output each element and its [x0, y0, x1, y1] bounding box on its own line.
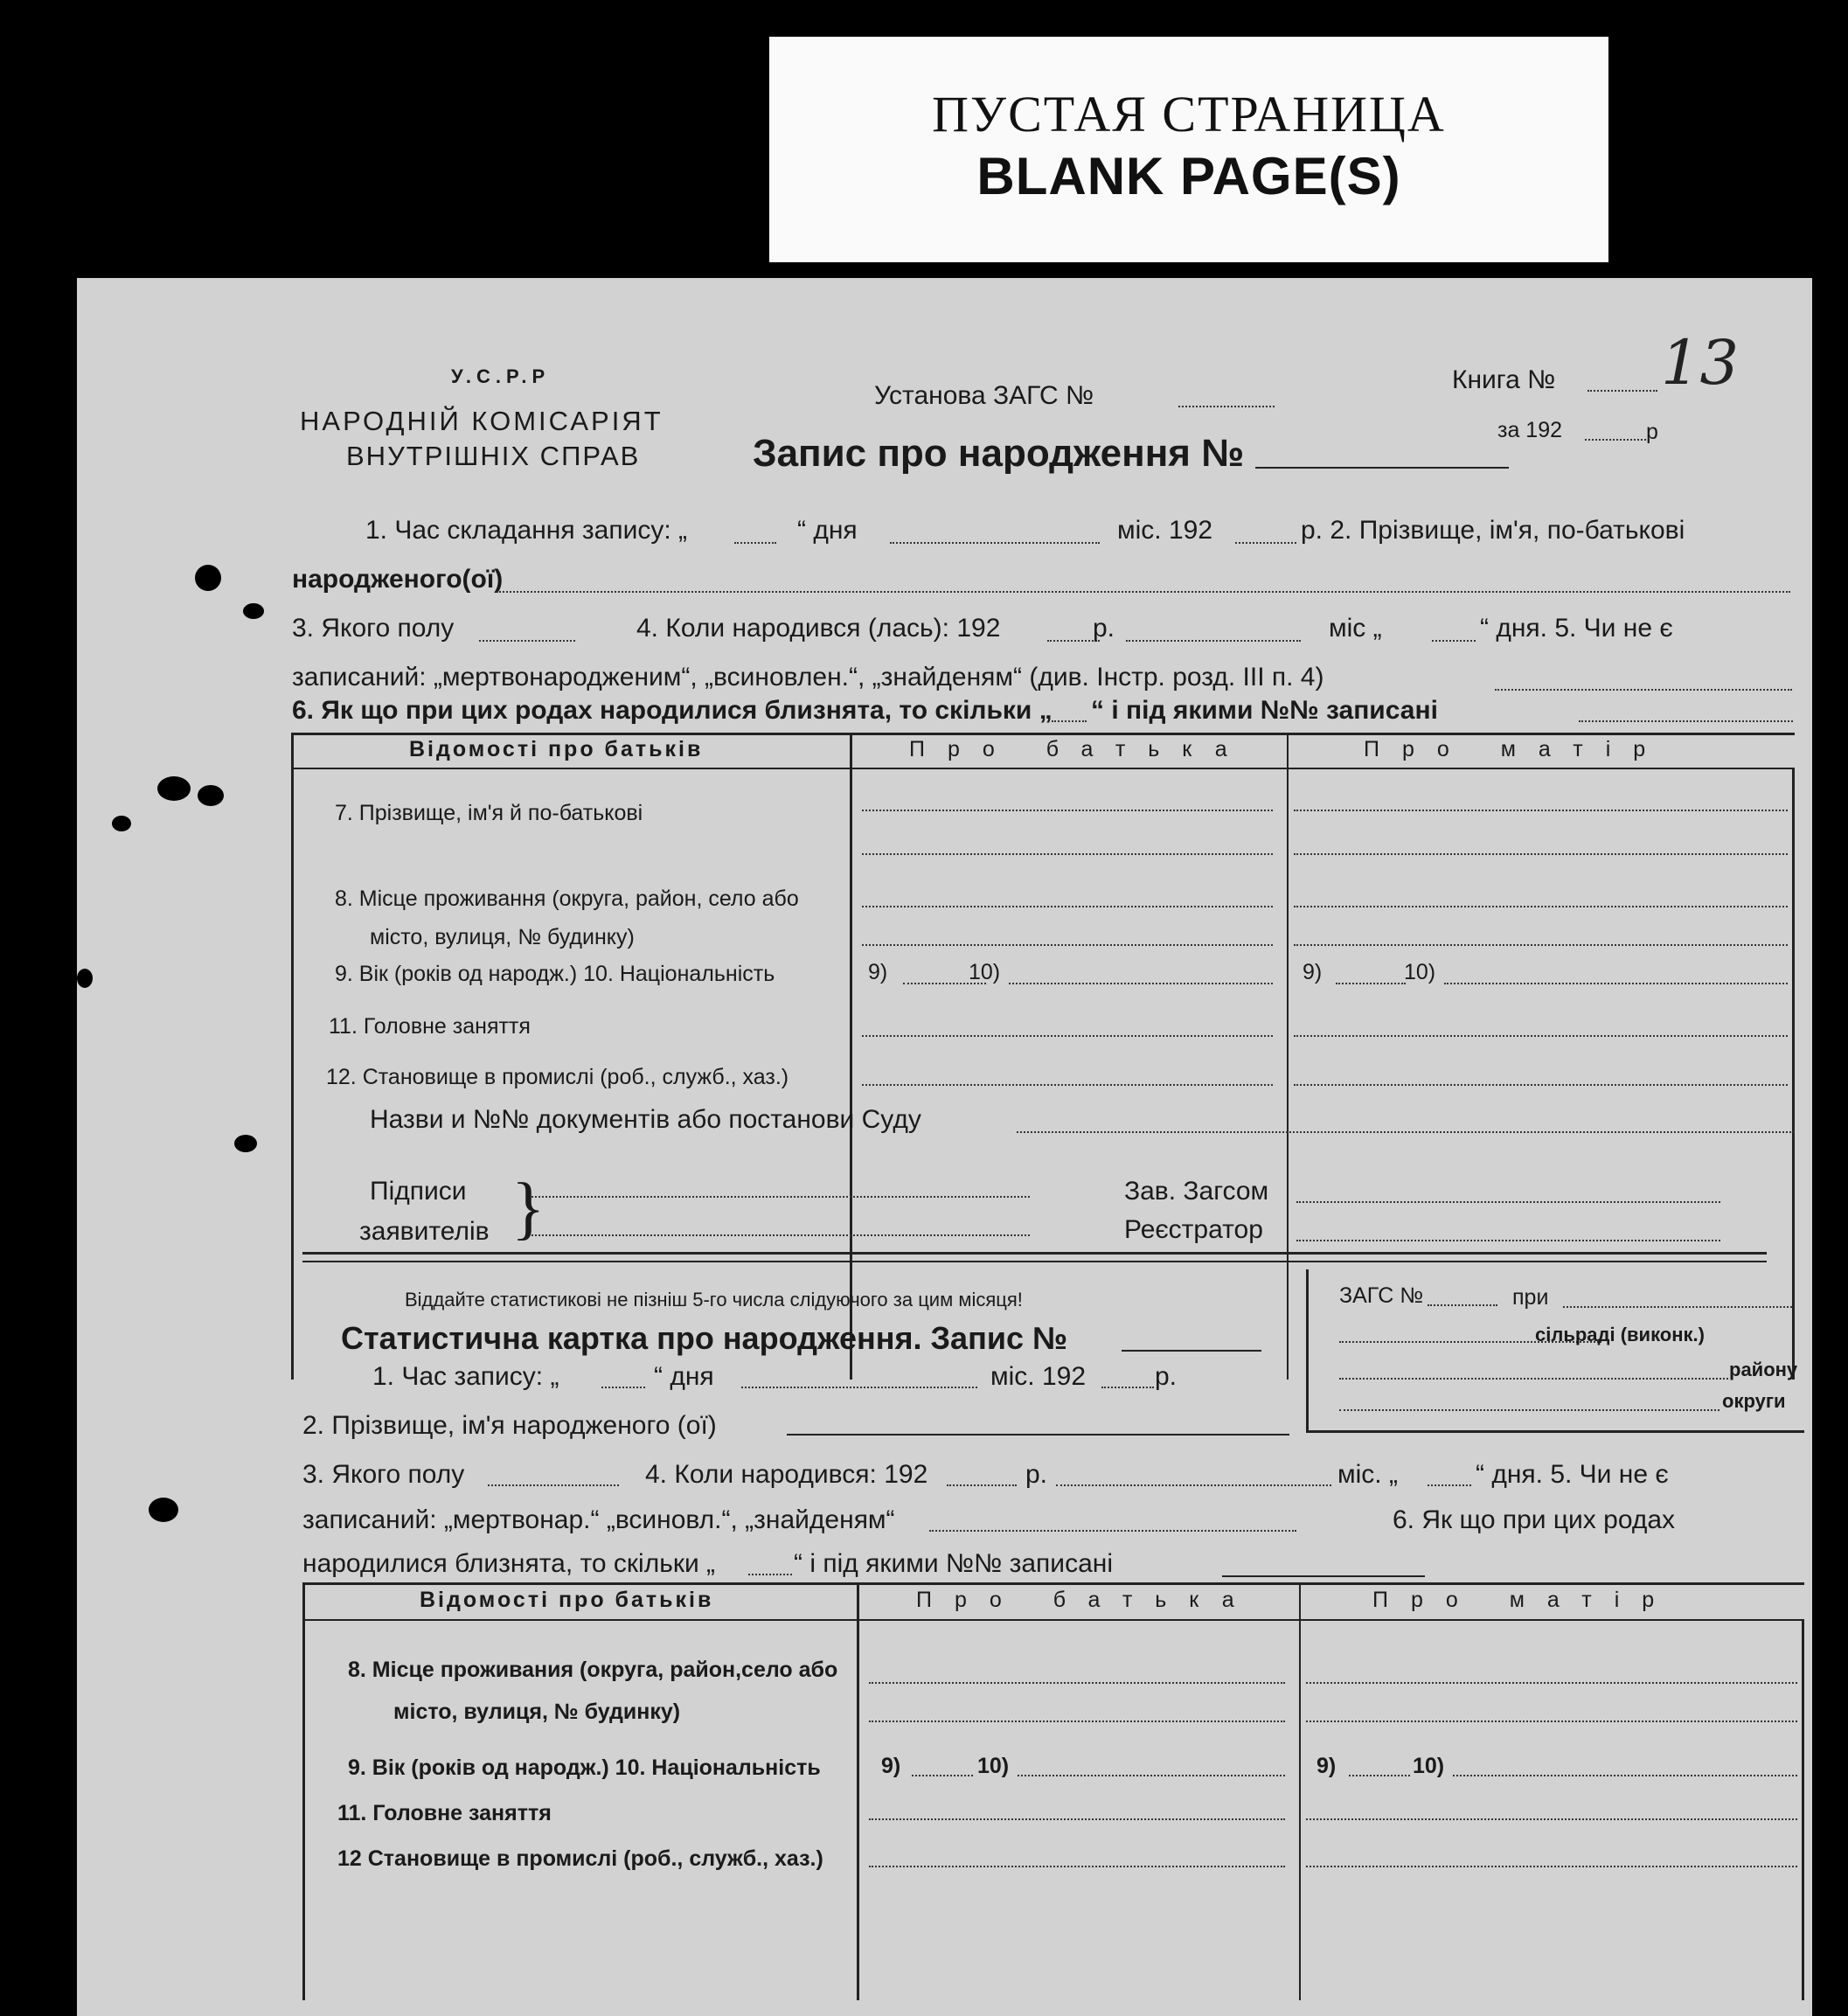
year-field[interactable] [1585, 439, 1646, 441]
table1-row-industry-status: 12. Становище в промислі (роб., служб., хаз.) [326, 1065, 789, 1089]
record-month-field[interactable] [890, 542, 1100, 544]
mother-age-field[interactable] [1336, 983, 1406, 984]
table1-row-name: 7. Прізвище, ім'я й по-батькові [335, 801, 643, 825]
punch-hole [149, 1498, 178, 1522]
stat-month-field[interactable] [741, 1387, 977, 1388]
applicant-signature-field-2[interactable] [531, 1234, 1030, 1236]
father-nationality-field[interactable] [1009, 983, 1273, 984]
stat-council-label: сільраді (виконк.) [1535, 1324, 1705, 1345]
record-line1-a: 1. Час складання запису: „ [365, 516, 688, 545]
section-divider-2 [302, 1261, 1767, 1262]
father-age-marker: 9) [868, 960, 888, 984]
applicant-signature-field-1[interactable] [531, 1196, 1030, 1198]
stat-at-label: при [1512, 1285, 1549, 1310]
stat-line3-e: “ дня. 5. Чи не є [1476, 1460, 1669, 1489]
stat-father-industry-field[interactable] [869, 1866, 1285, 1867]
father-name-field[interactable] [862, 810, 1273, 811]
table2-row-residence: 8. Місце проживания (округа, район,село або [348, 1658, 838, 1682]
father-residence-field-2[interactable] [862, 944, 1273, 946]
stat-notice: Віддайте статистикові не пізніш 5-го числа слідуючого за цим місяця! [405, 1289, 1023, 1310]
birth-record-form [77, 278, 1812, 2016]
stat-father-residence-field-2[interactable] [869, 1721, 1285, 1722]
stat-birth-month-field[interactable] [1056, 1484, 1331, 1486]
table2-header-info: Відомості про батьків [420, 1588, 714, 1612]
stat-mother-nationality-field[interactable] [1453, 1775, 1797, 1776]
stat-line4-a: записаний: „мертвонар.“ „всиновл.“, „знайденям“ [302, 1505, 895, 1534]
mother-name-field[interactable] [1294, 810, 1788, 811]
stat-father-nationality-marker: 10) [977, 1754, 1010, 1778]
stat-record-number-field[interactable] [1122, 1350, 1261, 1352]
stat-line1-d: р. [1155, 1362, 1178, 1391]
record-line3-e: “ дня. 5. Чи не є [1480, 614, 1673, 643]
table1-row-age-nationality: 9. Вік (років од народж.) 10. Національність [335, 962, 775, 986]
table1-header-mother: Про матір [1364, 737, 1669, 761]
stat-child-name-field[interactable] [787, 1434, 1289, 1436]
father-nationality-marker: 10) [969, 960, 1001, 984]
stat-father-age-marker: 9) [881, 1754, 901, 1778]
father-occupation-field[interactable] [862, 1035, 1273, 1037]
record-line4: записаний: „мертвонародженим“, „всиновлен.“, „знайденям“ (див. Інстр. розд. III п. 4) [292, 663, 1324, 692]
stat-father-residence-field[interactable] [869, 1682, 1285, 1684]
head-signature-field[interactable] [1296, 1201, 1720, 1203]
stat-line5-b: “ і під якими №№ записані [794, 1549, 1113, 1578]
mother-age-marker: 9) [1303, 960, 1323, 984]
stat-title: Статистична картка про народження. Запис № [341, 1320, 1068, 1356]
record-line1-d: р. 2. Прізвище, ім'я, по-батькові [1301, 516, 1685, 545]
table1-header-info: Відомості про батьків [409, 737, 704, 761]
punch-hole [234, 1135, 257, 1152]
record-line1-c: міс. 192 [1117, 516, 1213, 545]
table2-header-mother: Про матір [1372, 1588, 1678, 1612]
stat-line3-b: 4. Коли народився: 192 [645, 1460, 928, 1489]
table2-header-father: Про батька [916, 1588, 1257, 1612]
stat-mother-residence-field[interactable] [1306, 1682, 1797, 1684]
book-number-handwritten: 13 [1661, 327, 1740, 399]
mother-nationality-field[interactable] [1444, 983, 1788, 984]
stat-birth-year-field[interactable] [947, 1484, 1017, 1486]
stat-line4-b: 6. Як що при цих родах [1393, 1505, 1676, 1534]
punch-hole [195, 565, 221, 591]
signatures-label-2: заявителів [359, 1217, 490, 1246]
stat-mother-industry-field[interactable] [1306, 1866, 1797, 1867]
twins-count-field[interactable] [1052, 720, 1087, 722]
sex-field[interactable] [479, 640, 575, 642]
record-line3-a: 3. Якого полу [292, 614, 455, 643]
commissariat-line1: НАРОДНІЙ КОМІСАРІЯТ [300, 406, 663, 436]
punch-hole [77, 969, 93, 988]
book-label: Книга № [1452, 365, 1556, 394]
table1-row-residence-2: місто, вулиця, № будинку) [370, 925, 635, 949]
record-line2: народженого(ої) [292, 565, 504, 594]
institution-number-field[interactable] [1178, 406, 1275, 407]
birth-day-field[interactable] [1432, 640, 1476, 642]
record-year-field[interactable] [1235, 542, 1296, 544]
table2-row-age-nationality: 9. Вік (років од народж.) 10. Національність [348, 1755, 821, 1780]
archive-label-russian: ПУСТАЯ СТРАНИЦА [932, 86, 1446, 143]
record-line1-b: “ дня [797, 516, 858, 545]
stat-twins-numbers-field[interactable] [1222, 1575, 1425, 1577]
signatures-brace: } [511, 1170, 545, 1247]
record-line5-b: “ і під якими №№ записані [1091, 696, 1438, 725]
stat-mother-nationality-marker: 10) [1413, 1754, 1445, 1778]
child-name-field[interactable] [497, 591, 1790, 593]
stat-box-bottom [1306, 1430, 1804, 1433]
stat-line1-c: міс. 192 [990, 1362, 1087, 1391]
stat-mother-age-field[interactable] [1349, 1775, 1410, 1776]
stat-line1-a: 1. Час запису: „ [372, 1362, 559, 1391]
table2-row-occupation: 11. Головне заняття [337, 1801, 552, 1825]
punch-hole [198, 785, 224, 806]
stat-sex-field[interactable] [488, 1484, 619, 1486]
punch-hole [112, 816, 131, 831]
birth-month-field[interactable] [1126, 640, 1301, 642]
record-line3-b: 4. Коли народився (лась): 192 [636, 614, 1001, 643]
table2-row-residence-2: місто, вулиця, № будинку) [393, 1700, 681, 1724]
father-industry-field[interactable] [862, 1084, 1273, 1086]
stat-father-nationality-field[interactable] [1018, 1775, 1285, 1776]
mother-residence-field[interactable] [1294, 906, 1788, 907]
stat-box-left [1306, 1269, 1309, 1432]
year-suffix: р [1646, 420, 1658, 444]
mother-occupation-field[interactable] [1294, 1035, 1788, 1037]
stat-okruha-field[interactable] [1339, 1409, 1719, 1411]
registrar-signature-field[interactable] [1296, 1240, 1720, 1241]
stat-line3-c: р. [1025, 1460, 1048, 1489]
form-title: Запис про народження № [753, 432, 1245, 475]
stat-father-occupation-field[interactable] [869, 1818, 1285, 1820]
head-label: Зав. Загсом [1124, 1177, 1269, 1206]
stat-district-label: району [1729, 1359, 1798, 1380]
documents-field[interactable] [1017, 1131, 1795, 1133]
stat-okruha-label: округи [1722, 1390, 1786, 1412]
stat-zags-field[interactable] [1428, 1304, 1497, 1306]
twins-numbers-field[interactable] [1579, 720, 1793, 722]
stat-line1-b: “ дня [654, 1362, 714, 1391]
record-line3-c: р. [1093, 614, 1115, 643]
signatures-label-1: Підписи [370, 1177, 467, 1206]
commissariat-line2: ВНУТРІШНІХ СПРАВ [346, 441, 641, 471]
punch-hole [243, 603, 264, 619]
stat-line2: 2. Прізвище, ім'я народженого (ої) [302, 1411, 717, 1440]
institution-label: Установа ЗАГС № [874, 381, 1094, 410]
stat-line5-a: народилися близнята, то скільки „ [302, 1549, 716, 1578]
archive-label-english: BLANK PAGE(S) [976, 147, 1401, 205]
documents-label: Назви и №№ документів або постанови Суду [370, 1105, 921, 1134]
table2-row-industry-status: 12 Становище в промислі (роб., служб., хаз.) [337, 1846, 823, 1871]
table1-row-occupation: 11. Головне заняття [329, 1014, 531, 1039]
section-divider [302, 1252, 1767, 1255]
year-label: за 192 [1497, 418, 1563, 442]
mother-industry-field[interactable] [1294, 1084, 1788, 1086]
father-residence-field[interactable] [862, 906, 1273, 907]
stat-year-field[interactable] [1101, 1387, 1154, 1388]
father-name-field-2[interactable] [862, 853, 1273, 855]
stat-line3-a: 3. Якого полу [302, 1460, 465, 1489]
mother-name-field-2[interactable] [1294, 853, 1788, 855]
book-number-field[interactable] [1587, 390, 1657, 392]
stat-father-age-field[interactable] [912, 1775, 973, 1776]
birth-year-field[interactable] [1047, 640, 1100, 642]
stat-day-field[interactable] [601, 1387, 645, 1388]
stat-zags-label: ЗАГС № [1339, 1283, 1424, 1308]
punch-hole [157, 776, 191, 801]
stat-mother-residence-field-2[interactable] [1306, 1721, 1797, 1722]
archive-label-card [769, 37, 1608, 262]
republic-label: У.С.Р.Р [451, 365, 551, 387]
stat-mother-age-marker: 9) [1317, 1754, 1337, 1778]
registrar-label: Реєстратор [1124, 1215, 1263, 1244]
record-day-field[interactable] [734, 542, 776, 544]
table1-row-residence: 8. Місце проживання (округа, район, село або [335, 886, 799, 911]
stat-birth-day-field[interactable] [1428, 1484, 1471, 1486]
stat-mother-occupation-field[interactable] [1306, 1818, 1797, 1820]
stat-at-field[interactable] [1563, 1306, 1792, 1308]
status-field[interactable] [1495, 689, 1792, 691]
mother-nationality-marker: 10) [1404, 960, 1436, 984]
stat-status-field[interactable] [929, 1530, 1296, 1532]
stat-district-field[interactable] [1339, 1378, 1728, 1380]
record-line3-d: міс „ [1329, 614, 1382, 643]
record-line5-a: 6. Як що при цих родах народилися близнята, то скільки „ [292, 696, 1053, 725]
record-number-field[interactable] [1255, 467, 1509, 469]
stat-twins-count-field[interactable] [748, 1574, 792, 1575]
stat-line3-d: міс. „ [1337, 1460, 1398, 1489]
mother-residence-field-2[interactable] [1294, 944, 1788, 946]
table1-header-father: Про батька [909, 737, 1250, 761]
